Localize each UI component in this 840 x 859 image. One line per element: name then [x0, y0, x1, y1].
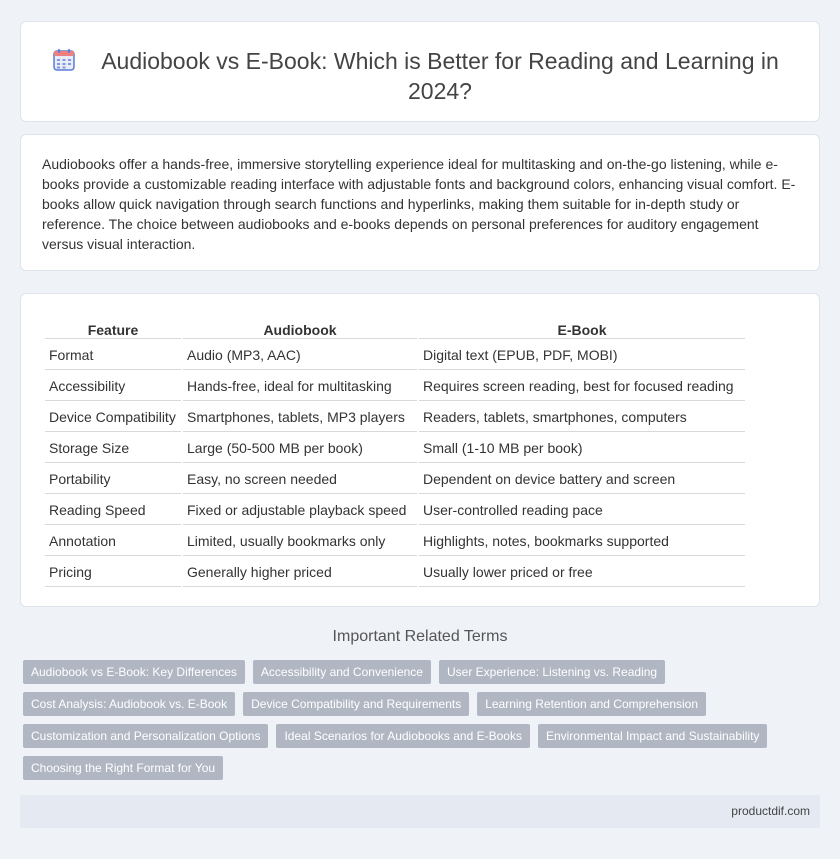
table-row	[45, 465, 745, 494]
cell-audiobook: Hands-free, ideal for multitasking	[183, 372, 417, 401]
header-card	[20, 21, 820, 122]
cell-ebook: Readers, tablets, smartphones, computers	[419, 403, 745, 432]
header-feature: Feature	[45, 316, 181, 339]
summary-text: Audiobooks offer a hands-free, immersive storytelling experience ideal for multitasking and on-the-go listening, while e-books provide a customizable reading interface with adjustable fonts and background colors, enhancing visual comfort. E-books allow quick navigation through search functions and hyperlinks, making them suitable for in-depth study or reference. The choice between audiobooks and e-books depends on personal preferences for auditory engagement versus visual interaction.	[42, 156, 796, 252]
related-term-link[interactable]: Learning Retention and Comprehension	[477, 692, 706, 716]
cell-audiobook: Limited, usually bookmarks only	[183, 527, 417, 556]
cell-feature: Annotation	[45, 527, 181, 556]
footer	[20, 795, 820, 828]
cell-feature: Portability	[45, 465, 181, 494]
related-term-link[interactable]: Customization and Personalization Options	[23, 724, 268, 748]
related-term-link[interactable]: Ideal Scenarios for Audiobooks and E-Books	[276, 724, 529, 748]
related-term-link[interactable]: Audiobook vs E-Book: Key Differences	[23, 660, 245, 684]
cell-audiobook: Large (50-500 MB per book)	[183, 434, 417, 463]
table-row	[45, 372, 745, 401]
cell-audiobook: Fixed or adjustable playback speed	[183, 496, 417, 525]
cell-ebook: Usually lower priced or free	[419, 558, 745, 587]
table-row	[45, 341, 745, 370]
cell-ebook: Small (1-10 MB per book)	[419, 434, 745, 463]
related-terms-heading: Important Related Terms	[332, 628, 508, 645]
comparison-table	[43, 314, 747, 589]
cell-ebook: Highlights, notes, bookmarks supported	[419, 527, 745, 556]
header-audiobook: Audiobook	[183, 316, 417, 339]
page-title: Audiobook vs E-Book: Which is Better for Reading and Learning in 2024?	[101, 48, 779, 104]
footer-site-name[interactable]: productdif.com	[731, 804, 810, 818]
cell-feature: Pricing	[45, 558, 181, 587]
cell-audiobook: Easy, no screen needed	[183, 465, 417, 494]
cell-ebook: Digital text (EPUB, PDF, MOBI)	[419, 341, 745, 370]
related-term-link[interactable]: Device Compatibility and Requirements	[243, 692, 469, 716]
cell-audiobook: Audio (MP3, AAC)	[183, 341, 417, 370]
cell-feature: Reading Speed	[45, 496, 181, 525]
cell-ebook: User-controlled reading pace	[419, 496, 745, 525]
table-row	[45, 527, 745, 556]
summary-card	[20, 134, 820, 271]
table-header-row	[45, 316, 745, 339]
table-row	[45, 496, 745, 525]
cell-feature: Accessibility	[45, 372, 181, 401]
related-terms-list	[23, 660, 813, 780]
cell-feature: Device Compatibility	[45, 403, 181, 432]
cell-ebook: Dependent on device battery and screen	[419, 465, 745, 494]
comparison-table-card	[20, 293, 820, 607]
calendar-icon	[52, 48, 76, 72]
related-term-link[interactable]: User Experience: Listening vs. Reading	[439, 660, 665, 684]
related-term-link[interactable]: Choosing the Right Format for You	[23, 756, 223, 780]
cell-audiobook: Generally higher priced	[183, 558, 417, 587]
cell-feature: Format	[45, 341, 181, 370]
cell-feature: Storage Size	[45, 434, 181, 463]
header-ebook: E-Book	[419, 316, 745, 339]
cell-audiobook: Smartphones, tablets, MP3 players	[183, 403, 417, 432]
cell-ebook: Requires screen reading, best for focused reading	[419, 372, 745, 401]
related-term-link[interactable]: Environmental Impact and Sustainability	[538, 724, 767, 748]
table-row	[45, 403, 745, 432]
table-row	[45, 558, 745, 587]
table-row	[45, 434, 745, 463]
related-term-link[interactable]: Cost Analysis: Audiobook vs. E-Book	[23, 692, 235, 716]
related-term-link[interactable]: Accessibility and Convenience	[253, 660, 431, 684]
